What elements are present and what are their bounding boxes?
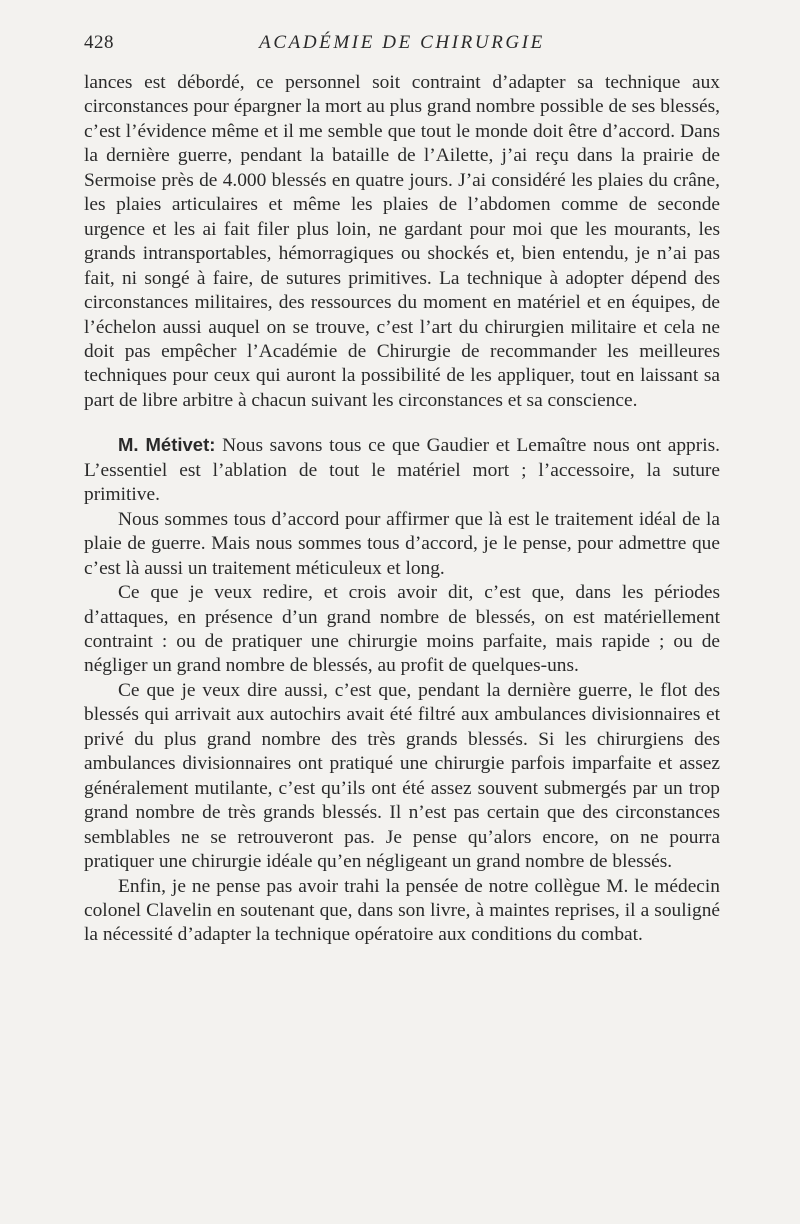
paragraph-metivet [84, 433, 720, 507]
page-header [84, 30, 720, 58]
speaker-name: M. Métivet: [118, 434, 216, 456]
paragraph: Ce que je veux redire, et crois avoir dit, c’est que, dans les périodes d’attaques, en présence d’un grand nombre de blessés, on est matériellement contraint : ou de pratiquer une chirurgie moins parfaite, mais rapide ; ou de négliger un grand nombre de blessés, au profit de quelques-uns. [84, 582, 720, 677]
paragraph: Nous sommes tous d’accord pour affirmer que là est le traitement idéal de la plaie de guerre. Mais nous sommes tous d’accord, je le pense, pour admettre que c’est là aussi un traitement méticuleux et long. [84, 508, 720, 579]
paragraph-continuation: lances est débordé, ce personnel soit contraint d’adapter sa technique aux circonstances pour épargner la mort au plus grand nombre possible de ses blessés, c’est l’évidence même et il me semble que tout le monde doit être d’accord. Dans la dernière guerre, pendant la bataille de l’Ailette, j’ai reçu dans la prairie de Sermoise près de 4.000 blessés en quatre jours. J’ai considéré les plaies du crâne, les plaies articulaires et même les plaies de l’abdomen comme de seconde urgence et les ai fait filer plus loin, ne gardant pour moi que les mourants, les grands intransportables, hémorragiques ou shockés et, bien entendu, je n’ai pas fait, ni songé à faire, de sutures primitives. La technique à adopter dépend des circonstances militaires, des ressources du moment en matériel et en équipes, de l’échelon aussi auquel on se trouve, c’est l’art du chirurgien militaire et cela ne doit pas empêcher l’Académie de Chirurgie de recommander les meilleures techniques pour ceux qui auront la possibilité de les appliquer, tout en laissant sa part de libre arbitre à chacun suivant les circonstances et sa conscience. [84, 72, 720, 411]
body-text [84, 71, 720, 948]
paragraph-text: Nous savons tous ce que Gaudier et Lemaître nous ont appris. L’essentiel est l’ablation de tout le matériel mort ; l’accessoire, la suture primitive. [84, 435, 720, 506]
page-number: 428 [84, 32, 114, 53]
paragraph-gap [84, 413, 720, 433]
paragraph: Enfin, je ne pense pas avoir trahi la pensée de notre collègue M. le médecin colonel Clavelin en soutenant que, dans son livre, à maintes reprises, il a souligné la nécessité d’adapter la technique opératoire aux conditions du combat. [84, 875, 720, 946]
running-head: ACADÉMIE DE CHIRURGIE [259, 32, 545, 53]
paragraph: Ce que je veux dire aussi, c’est que, pendant la dernière guerre, le flot des blessés qui arrivait aux autochirs avait été filtré aux ambulances divisionnaires et privé du plus grand nombre des très grands blessés. Si les chirurgiens des ambulances divisionnaires ont pratiqué une chirurgie parfois imparfaite et assez généralement mutilante, c’est qu’ils ont été assez souvent submergés par un trop grand nombre de très grands blessés. Il n’est pas certain que des circonstances semblables ne se retrouveront pas. Je pense qu’alors encore, on ne pourra pratiquer une chirurgie idéale qu’en négligeant un grand nombre de blessés. [84, 679, 720, 873]
